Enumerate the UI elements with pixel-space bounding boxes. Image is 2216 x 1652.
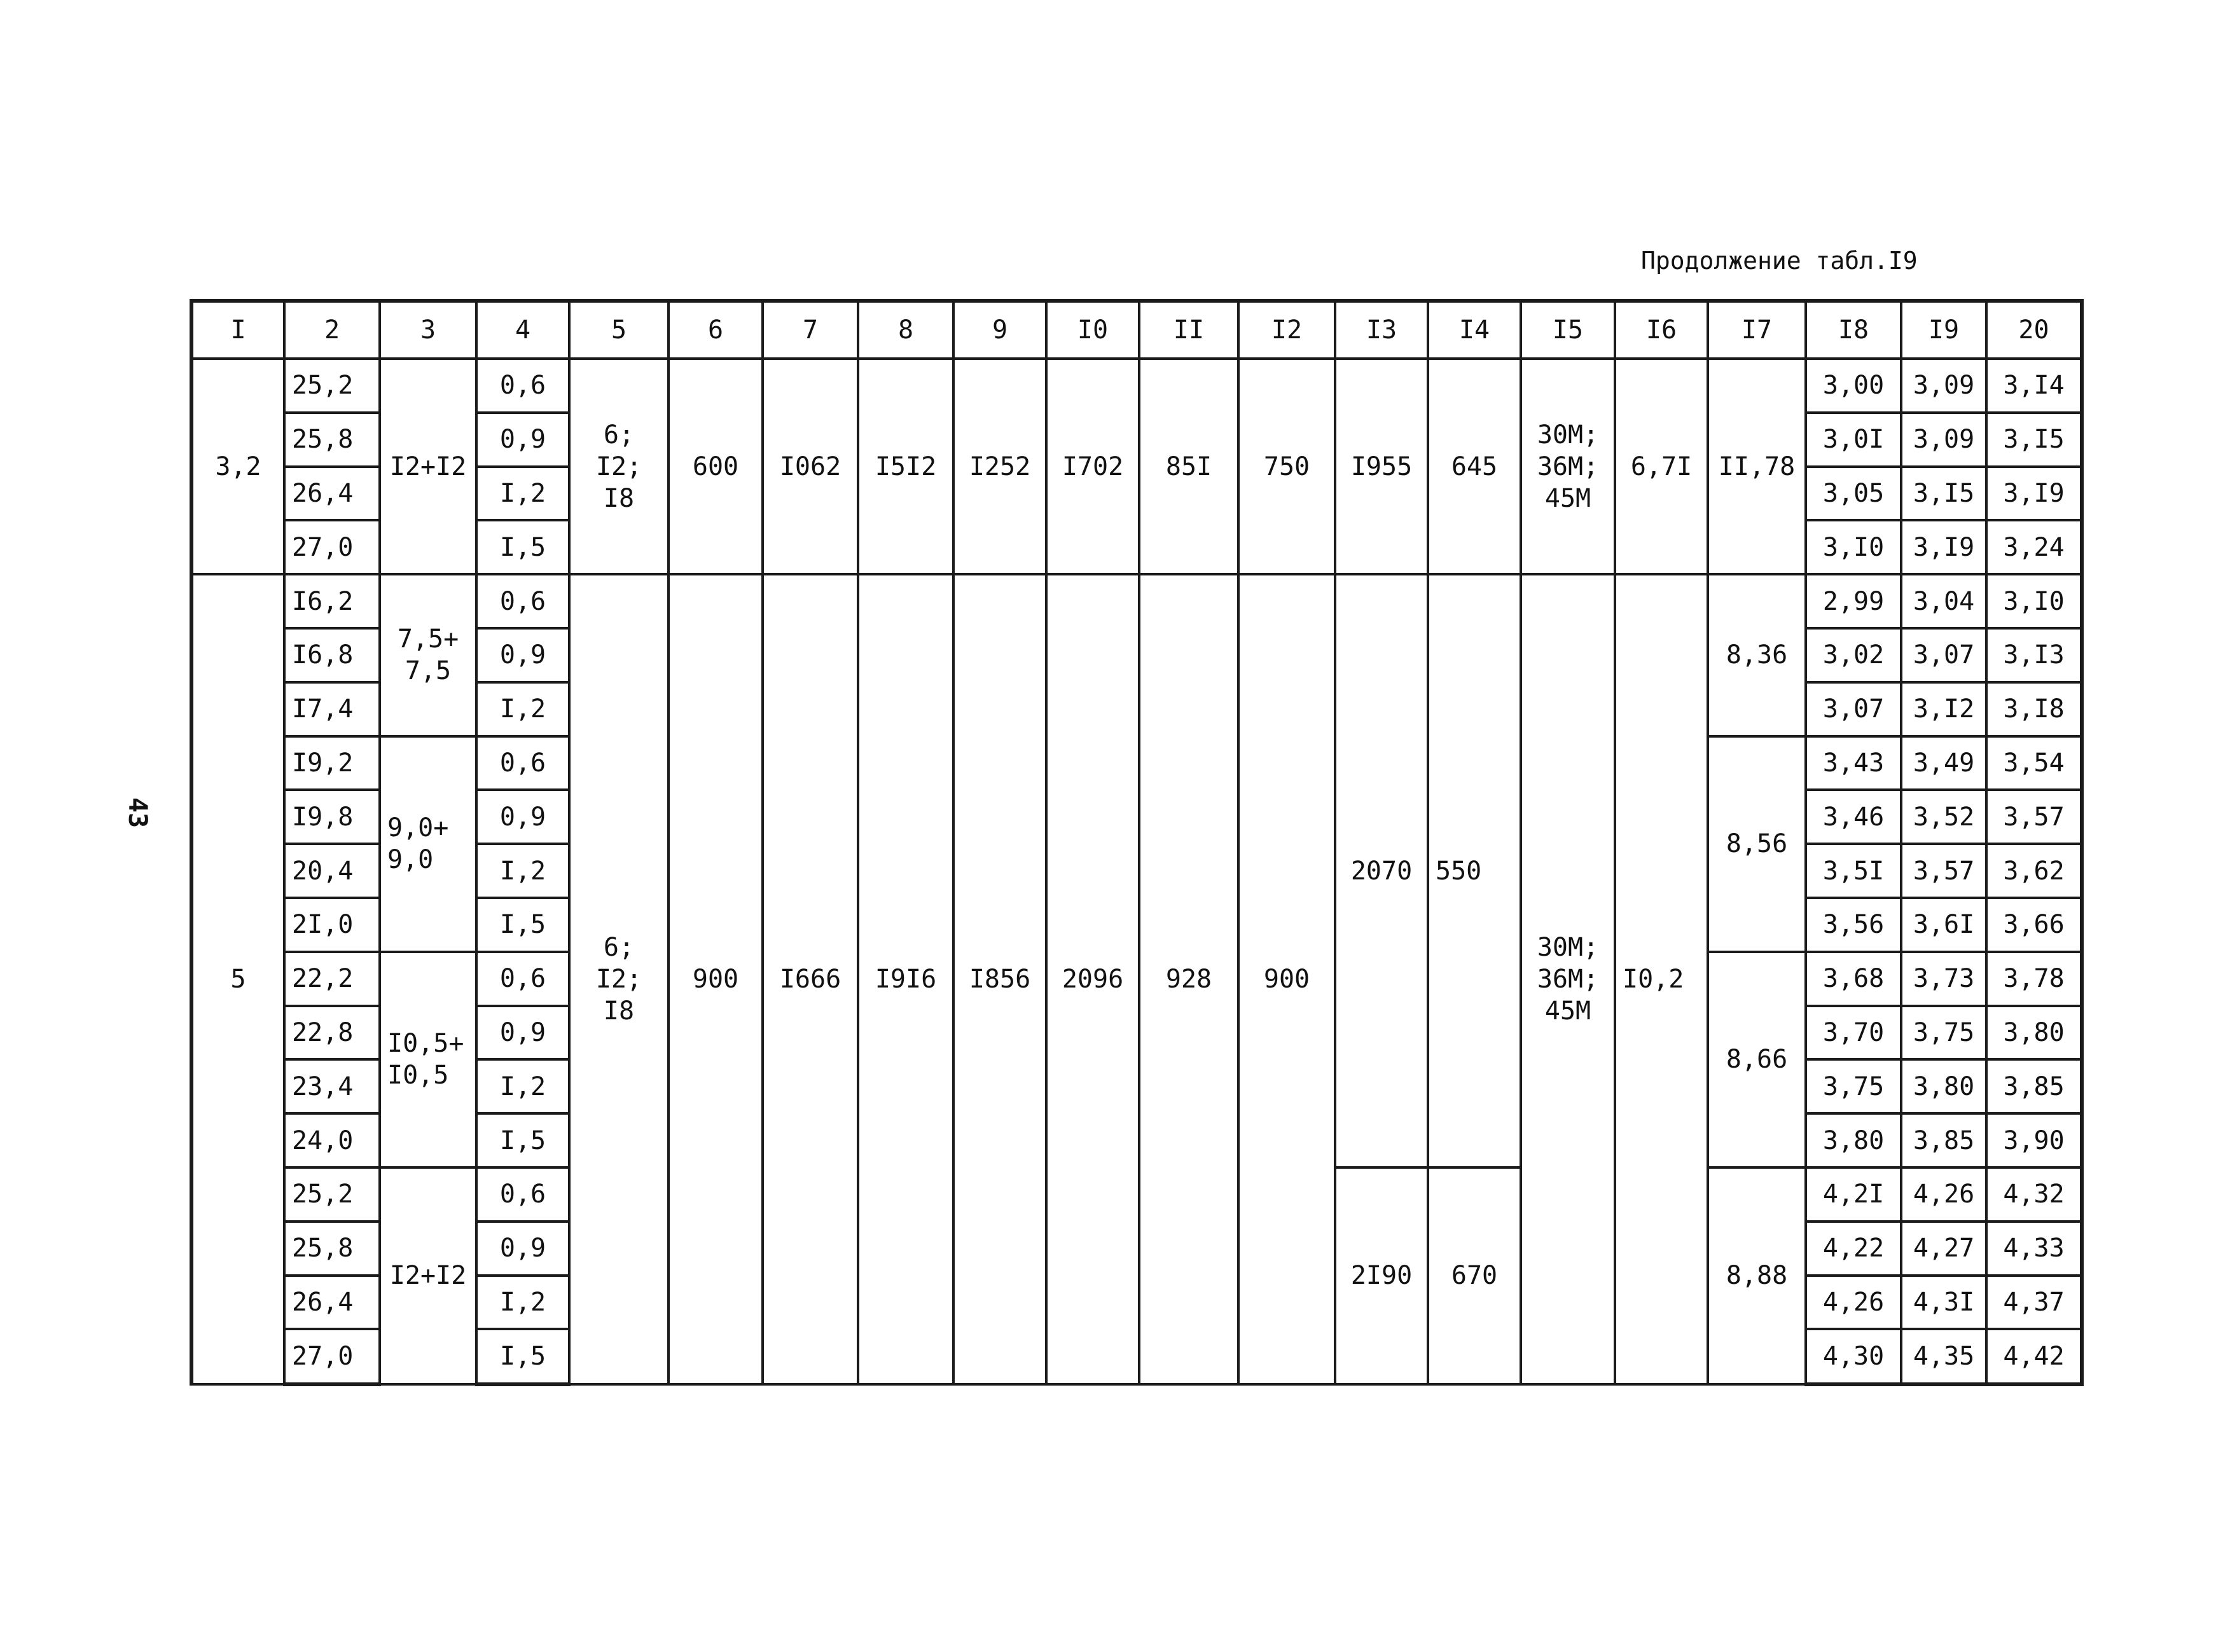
cell-col18: 3,07 bbox=[1806, 682, 1901, 736]
cell-col20: 3,I4 bbox=[1986, 359, 2082, 413]
cell-col18: 3,56 bbox=[1806, 898, 1901, 952]
header-cell: 4 bbox=[476, 301, 569, 359]
cell-col5 bbox=[569, 574, 668, 1384]
cell-col10: 2096 bbox=[1046, 574, 1139, 1384]
cell-col17: II,78 bbox=[1708, 359, 1806, 574]
cell-col18: 3,46 bbox=[1806, 790, 1901, 844]
cell-col4: 0,9 bbox=[476, 413, 569, 467]
cell-col8: I9I6 bbox=[858, 574, 953, 1384]
cell-col3: I2+I2 bbox=[380, 359, 476, 574]
cell-col20: 3,90 bbox=[1986, 1113, 2082, 1167]
cell-col19: 3,I9 bbox=[1901, 520, 1986, 574]
cell-col1: 3,2 bbox=[191, 359, 284, 574]
cell-col4: I,2 bbox=[476, 682, 569, 736]
cell-col7: I062 bbox=[763, 359, 858, 574]
header-cell: 20 bbox=[1986, 301, 2082, 359]
cell-col3 bbox=[380, 736, 476, 952]
cell-col19: 3,52 bbox=[1901, 790, 1986, 844]
cell-col19: 3,09 bbox=[1901, 413, 1986, 467]
cell-col11: 928 bbox=[1139, 574, 1238, 1384]
cell-col14: 645 bbox=[1428, 359, 1521, 574]
cell-col18: 3,02 bbox=[1806, 628, 1901, 682]
cell-col19: 3,04 bbox=[1901, 574, 1986, 628]
cell-col4: 0,6 bbox=[476, 1167, 569, 1222]
cell-col15-text: 30М; 36М; 45М bbox=[1537, 933, 1599, 1026]
cell-col12: 750 bbox=[1238, 359, 1335, 574]
cell-col2: I6,2 bbox=[284, 574, 380, 628]
cell-col17: 8,56 bbox=[1708, 736, 1806, 952]
cell-col13: 2070 bbox=[1335, 574, 1428, 1167]
cell-col4: 0,9 bbox=[476, 628, 569, 682]
cell-col19: 3,73 bbox=[1901, 952, 1986, 1006]
cell-col18: 3,0I bbox=[1806, 413, 1901, 467]
header-cell: I2 bbox=[1238, 301, 1335, 359]
cell-col17: 8,88 bbox=[1708, 1167, 1806, 1384]
cell-col19: 3,6I bbox=[1901, 898, 1986, 952]
cell-col18: 3,80 bbox=[1806, 1113, 1901, 1167]
page-number: 43 bbox=[123, 797, 153, 829]
cell-col12: 900 bbox=[1238, 574, 1335, 1384]
cell-col3-text: 9,0+ 9,0 bbox=[387, 813, 449, 875]
cell-col5-text: 6; I2; I8 bbox=[595, 933, 642, 1026]
cell-col15 bbox=[1521, 574, 1615, 1384]
cell-col11: 85I bbox=[1139, 359, 1238, 574]
cell-col4: 0,6 bbox=[476, 359, 569, 413]
cell-col3 bbox=[380, 574, 476, 736]
cell-col18: 3,75 bbox=[1806, 1059, 1901, 1113]
cell-col20: 3,62 bbox=[1986, 844, 2082, 898]
cell-col17: 8,66 bbox=[1708, 952, 1806, 1167]
cell-col19: 3,I2 bbox=[1901, 682, 1986, 736]
cell-col20: 3,I9 bbox=[1986, 467, 2082, 521]
cell-col6: 600 bbox=[668, 359, 763, 574]
cell-col8: I5I2 bbox=[858, 359, 953, 574]
cell-col16: I0,2 bbox=[1615, 574, 1708, 1384]
cell-col4: I,2 bbox=[476, 1059, 569, 1113]
cell-col19: 3,49 bbox=[1901, 736, 1986, 790]
cell-col13: I955 bbox=[1335, 359, 1428, 574]
cell-col20: 3,80 bbox=[1986, 1006, 2082, 1060]
cell-col4: I,5 bbox=[476, 898, 569, 952]
cell-col20: 3,I5 bbox=[1986, 413, 2082, 467]
cell-col13: 2I90 bbox=[1335, 1167, 1428, 1384]
cell-col4: I,5 bbox=[476, 1113, 569, 1167]
table-row bbox=[191, 359, 2082, 413]
cell-col20: 3,I3 bbox=[1986, 628, 2082, 682]
cell-col14: 550 bbox=[1428, 574, 1521, 1167]
cell-col2: 27,0 bbox=[284, 520, 380, 574]
cell-col5-text: 6; I2; I8 bbox=[595, 420, 642, 513]
cell-col20: 3,54 bbox=[1986, 736, 2082, 790]
cell-col20: 4,37 bbox=[1986, 1276, 2082, 1330]
cell-col4: I,2 bbox=[476, 844, 569, 898]
cell-col20: 3,I8 bbox=[1986, 682, 2082, 736]
cell-col20: 3,85 bbox=[1986, 1059, 2082, 1113]
cell-col16: 6,7I bbox=[1615, 359, 1708, 574]
header-cell: I bbox=[191, 301, 284, 359]
cell-col20: 3,57 bbox=[1986, 790, 2082, 844]
cell-col2: 20,4 bbox=[284, 844, 380, 898]
cell-col2: 2I,0 bbox=[284, 898, 380, 952]
cell-col18: 3,70 bbox=[1806, 1006, 1901, 1060]
cell-col4: 0,6 bbox=[476, 574, 569, 628]
cell-col19: 4,26 bbox=[1901, 1167, 1986, 1222]
header-cell: 2 bbox=[284, 301, 380, 359]
cell-col4: 0,9 bbox=[476, 790, 569, 844]
cell-col19: 3,09 bbox=[1901, 359, 1986, 413]
cell-col17: 8,36 bbox=[1708, 574, 1806, 736]
cell-col18: 3,68 bbox=[1806, 952, 1901, 1006]
cell-col2: 27,0 bbox=[284, 1329, 380, 1384]
cell-col19: 4,35 bbox=[1901, 1329, 1986, 1384]
cell-col2: 24,0 bbox=[284, 1113, 380, 1167]
cell-col2: 25,8 bbox=[284, 1222, 380, 1276]
cell-col18: 4,22 bbox=[1806, 1222, 1901, 1276]
cell-col4: 0,6 bbox=[476, 736, 569, 790]
cell-col1: 5 bbox=[191, 574, 284, 1384]
cell-col2: 26,4 bbox=[284, 467, 380, 521]
cell-col19: 3,07 bbox=[1901, 628, 1986, 682]
cell-col3: I2+I2 bbox=[380, 1167, 476, 1384]
cell-col3 bbox=[380, 952, 476, 1167]
cell-col4: I,2 bbox=[476, 467, 569, 521]
cell-col20: 3,78 bbox=[1986, 952, 2082, 1006]
header-cell: I7 bbox=[1708, 301, 1806, 359]
cell-col19: 3,85 bbox=[1901, 1113, 1986, 1167]
cell-col4: 0,9 bbox=[476, 1222, 569, 1276]
header-cell: I6 bbox=[1615, 301, 1708, 359]
cell-col2: I6,8 bbox=[284, 628, 380, 682]
cell-col20: 4,32 bbox=[1986, 1167, 2082, 1222]
header-cell: I4 bbox=[1428, 301, 1521, 359]
header-cell: 7 bbox=[763, 301, 858, 359]
header-cell: I3 bbox=[1335, 301, 1428, 359]
cell-col14: 670 bbox=[1428, 1167, 1521, 1384]
cell-col15-text: 30М; 36М; 45М bbox=[1537, 420, 1599, 513]
cell-col10: I702 bbox=[1046, 359, 1139, 574]
header-cell: I9 bbox=[1901, 301, 1986, 359]
header-cell: 8 bbox=[858, 301, 953, 359]
cell-col3-text: 7,5+ 7,5 bbox=[397, 624, 459, 686]
cell-col5 bbox=[569, 359, 668, 574]
cell-col2: 25,2 bbox=[284, 359, 380, 413]
cell-col9: I856 bbox=[953, 574, 1046, 1384]
cell-col2: I9,2 bbox=[284, 736, 380, 790]
cell-col19: 4,27 bbox=[1901, 1222, 1986, 1276]
cell-col4: 0,6 bbox=[476, 952, 569, 1006]
cell-col20: 4,42 bbox=[1986, 1329, 2082, 1384]
header-cell: I5 bbox=[1521, 301, 1615, 359]
cell-col18: 4,30 bbox=[1806, 1329, 1901, 1384]
cell-col4: I,5 bbox=[476, 520, 569, 574]
cell-col19: 3,75 bbox=[1901, 1006, 1986, 1060]
cell-col20: 3,24 bbox=[1986, 520, 2082, 574]
cell-col3-text: I0,5+ I0,5 bbox=[387, 1029, 464, 1091]
cell-col9: I252 bbox=[953, 359, 1046, 574]
cell-col20: 4,33 bbox=[1986, 1222, 2082, 1276]
cell-col2: 26,4 bbox=[284, 1276, 380, 1330]
cell-col2: 22,2 bbox=[284, 952, 380, 1006]
cell-col4: 0,9 bbox=[476, 1006, 569, 1060]
cell-col18: 3,05 bbox=[1806, 467, 1901, 521]
cell-col19: 3,I5 bbox=[1901, 467, 1986, 521]
header-cell: 5 bbox=[569, 301, 668, 359]
cell-col19: 3,80 bbox=[1901, 1059, 1986, 1113]
cell-col2: I9,8 bbox=[284, 790, 380, 844]
cell-col18: 2,99 bbox=[1806, 574, 1901, 628]
cell-col2: 25,2 bbox=[284, 1167, 380, 1222]
header-cell: I0 bbox=[1046, 301, 1139, 359]
table-caption: Продолжение табл.I9 bbox=[1641, 247, 1918, 275]
data-table bbox=[190, 299, 2084, 1386]
cell-col20: 3,I0 bbox=[1986, 574, 2082, 628]
header-cell: II bbox=[1139, 301, 1238, 359]
table-row bbox=[191, 574, 2082, 628]
cell-col2: 25,8 bbox=[284, 413, 380, 467]
cell-col18: 3,00 bbox=[1806, 359, 1901, 413]
header-cell: 3 bbox=[380, 301, 476, 359]
cell-col2: 22,8 bbox=[284, 1006, 380, 1060]
cell-col7: I666 bbox=[763, 574, 858, 1384]
cell-col19: 4,3I bbox=[1901, 1276, 1986, 1330]
cell-col18: 4,26 bbox=[1806, 1276, 1901, 1330]
cell-col19: 3,57 bbox=[1901, 844, 1986, 898]
cell-col18: 3,43 bbox=[1806, 736, 1901, 790]
cell-col15 bbox=[1521, 359, 1615, 574]
header-cell: I8 bbox=[1806, 301, 1901, 359]
cell-col6: 900 bbox=[668, 574, 763, 1384]
cell-col18: 3,5I bbox=[1806, 844, 1901, 898]
cell-col18: 3,I0 bbox=[1806, 520, 1901, 574]
cell-col18: 4,2I bbox=[1806, 1167, 1901, 1222]
header-cell: 9 bbox=[953, 301, 1046, 359]
cell-col2: I7,4 bbox=[284, 682, 380, 736]
cell-col2: 23,4 bbox=[284, 1059, 380, 1113]
header-cell: 6 bbox=[668, 301, 763, 359]
cell-col20: 3,66 bbox=[1986, 898, 2082, 952]
cell-col4: I,5 bbox=[476, 1329, 569, 1384]
header-row bbox=[191, 301, 2082, 359]
cell-col4: I,2 bbox=[476, 1276, 569, 1330]
